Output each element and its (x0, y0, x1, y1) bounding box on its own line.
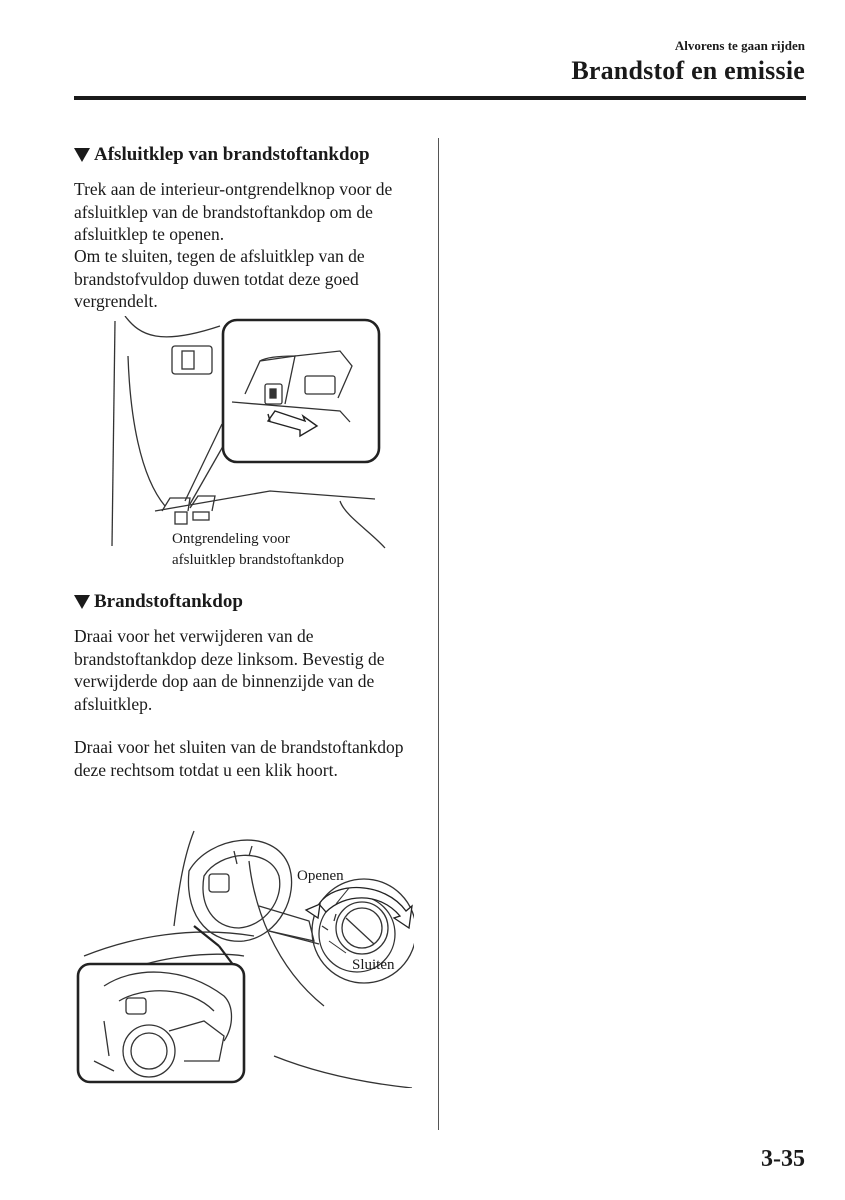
paragraph-open-lid: Trek aan de interieur-ontgrendelknop voor de afsluitklep van de brandstoftankdop om de afsluitklep te openen. (74, 179, 393, 244)
figure-caption-release (172, 529, 344, 571)
section-heading-fuel-cap (74, 591, 243, 613)
label-open: Openen (297, 868, 344, 884)
header-rule (74, 96, 806, 100)
column-divider (438, 138, 439, 1130)
caption-line-1: Ontgrendeling voor (172, 531, 290, 547)
triangle-marker-icon (74, 595, 90, 609)
paragraph-close-lid: Om te sluiten, tegen de afsluitklep van de brandstofvuldop duwen totdat deze goed vergrendelt. (74, 246, 365, 311)
paragraph-close-cap: Draai voor het sluiten van de brandstoftankdop deze rechtsom totdat u een klik hoort. (74, 737, 404, 780)
section-heading-text: Afsluitklep van brandstoftankdop (94, 144, 370, 165)
chapter-label: Alvorens te gaan rijden (674, 38, 805, 53)
triangle-marker-icon (74, 148, 90, 162)
section-heading-fuel-lid (74, 144, 370, 166)
caption-line-2: afsluitklep brandstoftankdop (172, 552, 345, 568)
label-close: Sluiten (352, 957, 395, 973)
paragraph-remove-cap: Draai voor het verwijderen van de brandstoftankdop deze linksom. Bevestig de verwijderde dop aan de binnenzijde van de afsluitklep. (74, 626, 385, 714)
page-title: Brandstof en emissie (571, 56, 805, 85)
section-heading-text: Brandstoftankdop (94, 591, 243, 612)
page-number: 3-35 (761, 1146, 805, 1172)
